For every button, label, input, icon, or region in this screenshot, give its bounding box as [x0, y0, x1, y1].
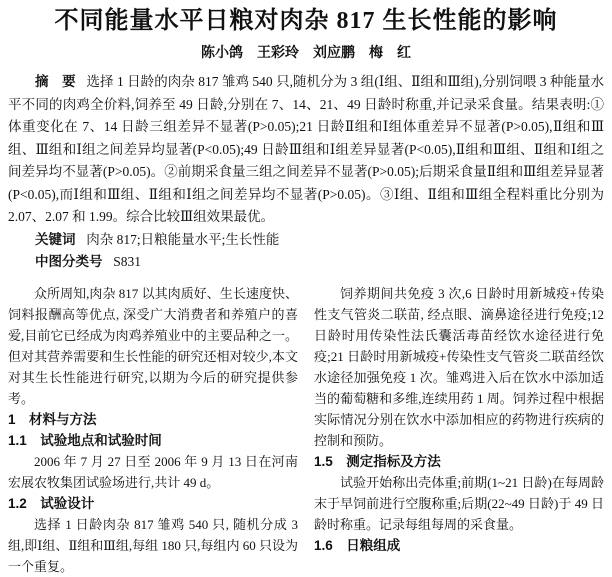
keywords-label: 关键词 [35, 231, 76, 247]
abstract-paragraph [8, 71, 604, 229]
keywords-text: 肉杂 817;日粮能量水平;生长性能 [86, 231, 280, 247]
clc-value: S831 [113, 254, 142, 269]
clc-label: 中图分类号 [35, 254, 103, 269]
intro-paragraph: 众所周知,肉杂 817 以其肉质好、生长速度快、饲料报酬高等优点, 深受广大消费者和养殖户的喜爱,目前它已经成为肉鸡养殖业中的主要品种之一。但对其营养需要和生长性能的研究还相对较少,本文对其生长性能进行研究,以期为今后的研究提供参考。 [8, 285, 298, 406]
clc-line [8, 251, 604, 274]
section-heading-materials-methods: 1 材料与方法 [8, 411, 97, 427]
abstract-label: 摘 要 [35, 74, 76, 89]
subsection-heading-site-time: 1.1 试验地点和试验时间 [8, 432, 162, 448]
right-column [314, 283, 604, 577]
abstract-text: 选择 1 日龄的肉杂 817 雏鸡 540 只,随机分为 3 组(Ⅰ组、Ⅱ组和Ⅲ组),分别饲喂 3 种能量水平不同的肉鸡全价料,饲养至 49 日龄,分别在 7、14、21、49 日龄时称重,并记录采食量。结果表明:①体重变化在 7、14 日龄三组差异不显著(P>0.05);21 日龄Ⅱ组和Ⅰ组体重差异不显著(P>0.05),Ⅱ组和Ⅲ组、Ⅲ组和Ⅰ组之间差异均显著(P<0.05);49 日龄Ⅲ组和Ⅰ组差异显著(P<0.05),Ⅱ组和Ⅲ组、Ⅱ组和Ⅰ组之间差异均不显著(P>0.05)。②前期采食量三组之间差异不显著(P>0.05);后期采食量Ⅱ组和Ⅲ组差异显著(P<0.05),而Ⅰ组和Ⅲ组、Ⅱ组和Ⅰ组之间差异均不显著(P>0.05)。③Ⅰ组、Ⅱ组和Ⅲ组全程料重比分别为 2.07、2.07 和 1.99。综合比较Ⅲ组效果最优。 [8, 74, 605, 224]
subsection-heading-design: 1.2 试验设计 [8, 495, 95, 511]
indicators-paragraph: 试验开始称出壳体重;前期(1~21 日龄)在每周龄末于早饲前进行空腹称重;后期(22~49 日龄)于 49 日龄时称重。记录每组每周的采食量。 [314, 474, 604, 532]
keywords-line [8, 229, 604, 252]
site-time-paragraph: 2006 年 7 月 27 日至 2006 年 9 月 13 日在河南宏展农牧集团试验场进行,共计 49 d。 [8, 453, 298, 490]
left-column [8, 283, 298, 577]
author-line: 陈小鸽 王彩玲 刘应鹏 梅 红 [201, 44, 411, 60]
two-column-body [8, 283, 604, 577]
immunization-paragraph: 饲养期间共免疫 3 次,6 日龄时用新城疫+传染性支气管炎二联苗, 经点眼、滴鼻途径进行免疫;12 日龄时用传染性法氏囊活毒苗经饮水途径进行免疫;21 日龄时用新城疫+传染性支气管炎二联苗经饮水途径加强免疫 1 次。雏鸡进入后在饮水中添加适当的葡萄糖和多维,连续用药 1 周。饲养过程中根据实际情况分别在饮水中添加相应的药物进行疾病的控制和预防。 [314, 285, 604, 448]
paper-title: 不同能量水平日粮对肉杂 817 生长性能的影响 [54, 8, 558, 34]
subsection-heading-indicators: 1.5 测定指标及方法 [314, 453, 441, 469]
design-paragraph: 选择 1 日龄肉杂 817 雏鸡 540 只, 随机分成 3 组,即Ⅰ组、Ⅱ组和Ⅲ组,每组 180 只,每组内 60 只设为一个重复。 [8, 516, 298, 574]
subsection-heading-diet-composition: 1.6 日粮组成 [314, 537, 401, 553]
